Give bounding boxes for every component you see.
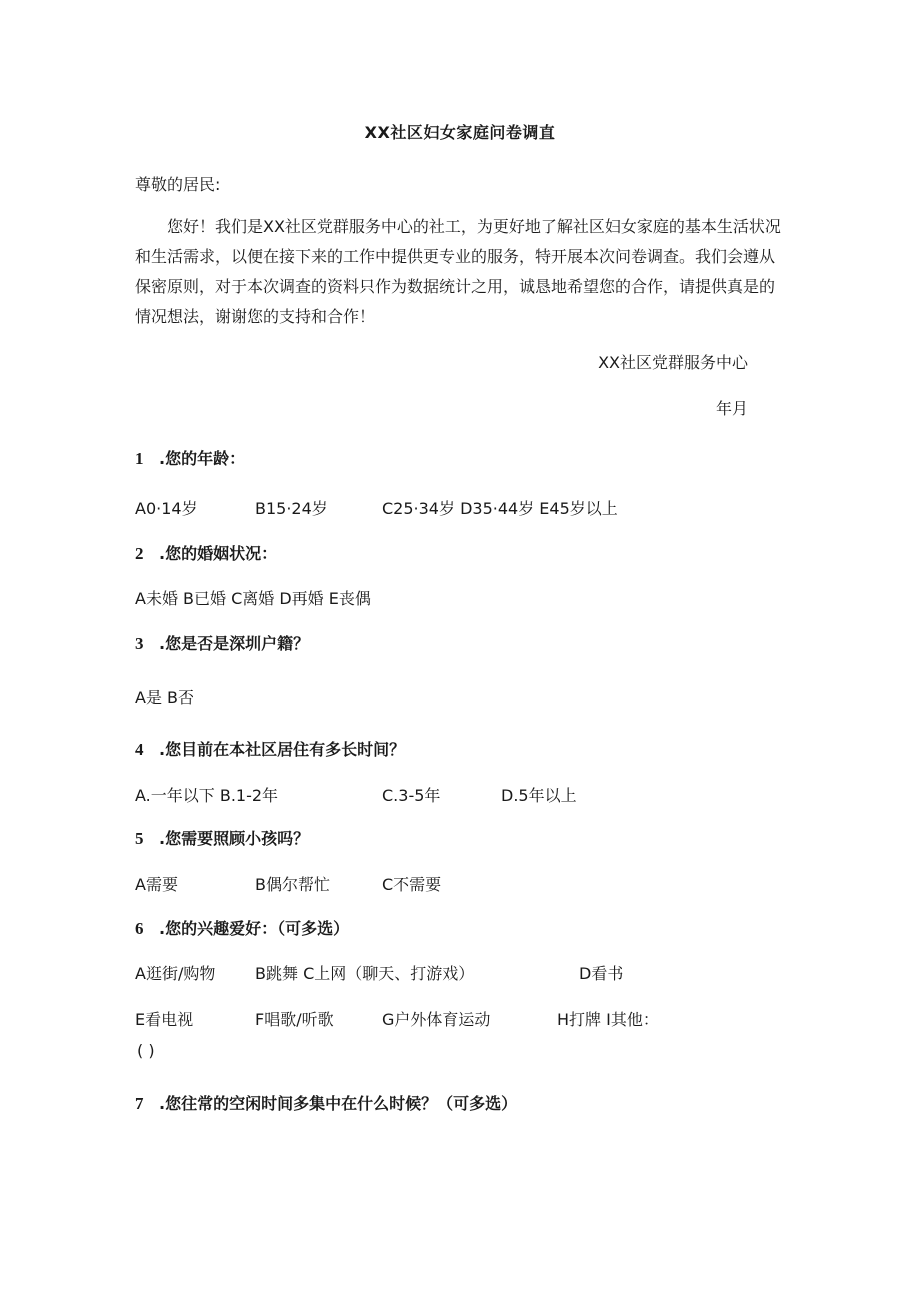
q1-option-cde[interactable]: C25·34岁 D35·44岁 E45岁以上 [382, 499, 618, 518]
question-7 [135, 1091, 517, 1114]
q6-option-e[interactable]: E看电视 [135, 1010, 194, 1029]
intro-paragraph: 您好！我们是XX社区党群服务中心的社工，为更好地了解社区妇女家庭的基本生活状况和生活需求，以便在接下来的工作中提供更专业的服务，特开展本次问卷调查。我们会遵从保密原则，对于本次调查的资料只作为数据统计之用，诚恳地希望您的合作，请提供真是的情况想法，谢谢您的支持和合作！ [135, 217, 781, 326]
question-number: 6 [135, 919, 144, 938]
question-4 [135, 737, 405, 760]
q6-option-a[interactable]: A逛街/购物 [135, 964, 216, 983]
signature-organization: XX社区党群服务中心 [598, 353, 748, 372]
question-text: .您的年龄： [159, 449, 246, 468]
q3-options[interactable]: A是 B否 [135, 688, 195, 707]
q2-options[interactable]: A未婚 B已婚 C离婚 D再婚 E丧偶 [135, 589, 371, 608]
q6-other-blank[interactable]: ( ) [137, 1041, 155, 1060]
question-3 [135, 631, 309, 654]
q6-option-g[interactable]: G户外体育运动 [382, 1010, 491, 1029]
question-1 [135, 446, 245, 469]
q4-option-c[interactable]: C.3-5年 [382, 786, 441, 805]
q5-option-c[interactable]: C不需要 [382, 875, 442, 894]
question-text: .您往常的空闲时间多集中在什么时候？（可多选） [159, 1094, 518, 1113]
question-5 [135, 826, 309, 849]
question-number: 3 [135, 634, 144, 653]
q4-option-ab[interactable]: A.一年以下 B.1-2年 [135, 786, 279, 805]
q5-option-a[interactable]: A需要 [135, 875, 178, 894]
q5-option-b[interactable]: B偶尔帮忙 [255, 875, 330, 894]
question-text: .您目前在本社区居住有多长时间？ [159, 740, 406, 759]
question-text: .您的兴趣爱好：（可多选） [159, 919, 350, 938]
document-title: XX社区妇女家庭问卷调直 [364, 123, 556, 142]
signature-date: 年月 [715, 399, 748, 418]
q1-option-b[interactable]: B15·24岁 [255, 499, 328, 518]
q6-option-d[interactable]: D看书 [579, 964, 624, 983]
question-6 [135, 916, 349, 939]
q6-option-f[interactable]: F唱歌/听歌 [255, 1010, 334, 1029]
q6-option-hi[interactable]: H打牌 I其他： [557, 1010, 659, 1029]
question-number: 7 [135, 1094, 144, 1113]
question-text: .您是否是深圳户籍？ [159, 634, 310, 653]
question-text: .您需要照顾小孩吗？ [159, 829, 310, 848]
question-number: 2 [135, 544, 144, 563]
q4-option-d[interactable]: D.5年以上 [501, 786, 577, 805]
question-2 [135, 541, 277, 564]
question-number: 5 [135, 829, 144, 848]
question-number: 1 [135, 449, 144, 468]
q6-option-bc[interactable]: B跳舞 C上网（聊天、打游戏） [255, 964, 475, 983]
q1-option-a[interactable]: A0·14岁 [135, 499, 198, 518]
question-number: 4 [135, 740, 144, 759]
question-text: .您的婚姻状况： [159, 544, 278, 563]
greeting: 尊敬的居民: [135, 175, 221, 194]
